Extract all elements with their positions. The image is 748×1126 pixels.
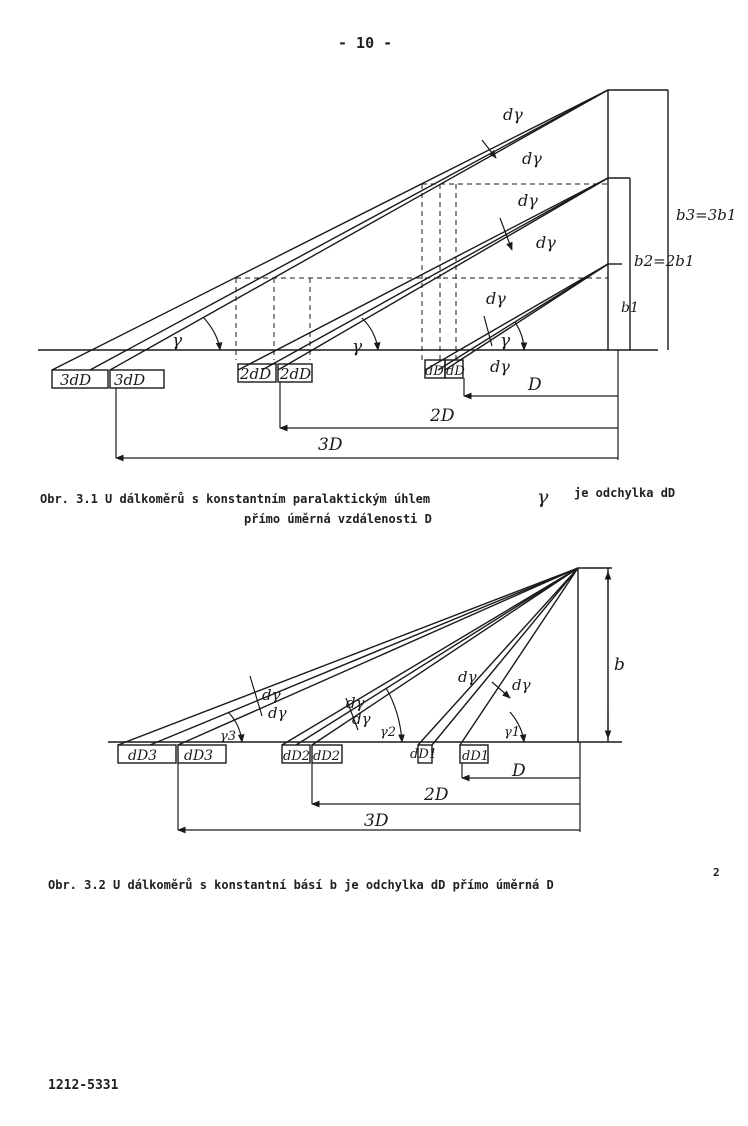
label-2D: 2D <box>430 406 455 426</box>
ray-3D-2 <box>110 90 608 370</box>
figure-1-caption-gamma: γ <box>537 486 549 508</box>
label-dgamma-1: dγ <box>503 105 523 124</box>
label-3dD-right: 3dD <box>114 371 146 389</box>
fig2-label-dD1b: dD1 <box>462 749 490 764</box>
fig2-label-gamma1: γ1 <box>504 725 521 740</box>
label-dgamma-5: dγ <box>486 289 506 308</box>
fig2-label-2D: 2D <box>424 785 449 805</box>
label-dgamma-6: dγ <box>490 357 510 376</box>
fig2-label-dD4: dD3 <box>128 748 158 764</box>
figure-2-caption-exponent: 2 <box>713 866 720 879</box>
fig2-label-3D: 3D <box>364 811 389 831</box>
label-gamma-3D: γ <box>172 331 183 351</box>
footer-code: 1212-5331 <box>48 1078 119 1093</box>
fig2-label-gamma2: γ2 <box>380 725 397 740</box>
label-b1: b1 <box>621 300 639 316</box>
label-2dD-left: 2dD <box>240 365 272 383</box>
ray-3D-1 <box>52 90 608 370</box>
label-b3: b3=3b1 <box>676 206 737 224</box>
fig2-label-dgamma-1: dγ <box>262 686 281 704</box>
label-3D: 3D <box>318 435 343 455</box>
fig2-label-dD3: dD3 <box>184 748 214 764</box>
fig2-label-dD2: dD2 <box>283 749 311 764</box>
fig2-label-dgamma-2: dγ <box>268 704 287 722</box>
ray-D-1 <box>425 264 608 370</box>
figure-1-caption-line2: přímo úměrná vzdálenosti D <box>244 512 432 526</box>
label-gamma-D: γ <box>500 331 511 351</box>
label-3dD-left: 3dD <box>60 371 92 389</box>
label-dgamma-2: dγ <box>522 149 542 168</box>
label-dD-left: dD <box>425 364 444 379</box>
figure-1-caption-line1: Obr. 3.1 U dálkoměrů s konstantním paralaktickým úhlem <box>40 492 431 506</box>
ray-2D-2 <box>278 178 608 370</box>
label-gamma-2D: γ <box>352 337 363 357</box>
label-2dD-right: 2dD <box>280 365 312 383</box>
figure-1-caption-line1-end: je odchylka dD <box>574 486 676 500</box>
fig2-label-gamma3: γ3 <box>220 729 237 744</box>
ray-2D-1 <box>238 178 608 370</box>
fig2-label-D: D <box>512 761 526 781</box>
fig2-label-dgamma-5: dγ <box>458 668 477 686</box>
fig2-label-dgamma-6: dγ <box>512 676 531 694</box>
label-dgamma-4: dγ <box>536 233 556 252</box>
fig2-label-dD1: dD1 <box>410 747 438 762</box>
label-dgamma-3: dγ <box>518 191 538 210</box>
fig2-label-dgamma-4: dγ <box>352 710 371 728</box>
figure-2-caption: Obr. 3.2 U dálkoměrů s konstantní básí b je odchylka dD přímo úměrná D <box>48 878 554 892</box>
fig2-label-dgamma-3: dγ <box>346 694 365 712</box>
fig2-label-b: b <box>614 655 625 675</box>
label-b2: b2=2b1 <box>634 252 695 270</box>
page-number: - 10 - <box>338 34 393 52</box>
fig2-label-dD2b: dD2 <box>313 749 341 764</box>
label-D: D <box>528 375 542 395</box>
label-dD-right: dD <box>446 364 465 379</box>
